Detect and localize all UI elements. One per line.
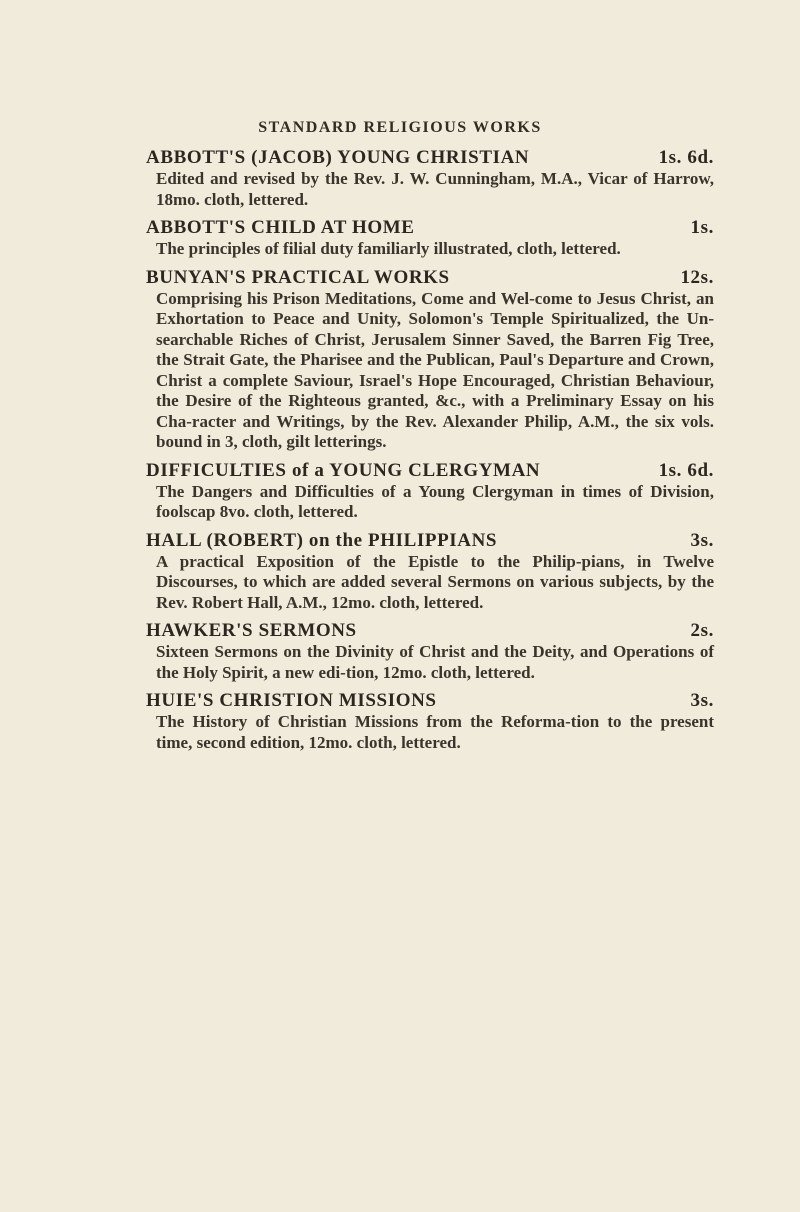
entry-price: 3s.	[690, 690, 714, 711]
entry-heading	[146, 267, 714, 289]
catalogue-entry	[146, 620, 714, 683]
entry-heading	[146, 147, 714, 169]
entry-title: HUIE'S CHRISTION MISSIONS	[146, 690, 437, 711]
entry-heading	[146, 530, 714, 552]
entry-price: 12s.	[680, 266, 714, 288]
catalogue-entry	[146, 530, 714, 614]
entry-heading	[146, 620, 714, 642]
entry-heading	[146, 217, 714, 239]
entry-description: The Dangers and Difficulties of a Young Clergyman in times of Division, foolscap 8vo. cloth, lettered.	[156, 481, 714, 521]
entry-heading	[146, 690, 714, 712]
catalogue-entry	[146, 217, 714, 260]
entry-description: Edited and revised by the Rev. J. W. Cunningham, M.A., Vicar of Harrow, 18mo. cloth, lettered.	[156, 169, 714, 209]
entry-description: A practical Exposition of the Epistle to the Philip-pians, in Twelve Discourses, to which are added several Sermons on various subjects, by the Rev. Robert Hall, A.M., 12mo. cloth, lettered.	[156, 551, 714, 612]
entry-heading	[146, 460, 714, 482]
entry-price: 1s. 6d.	[658, 147, 714, 168]
entry-description: The History of Christian Missions from the Reforma-tion to the present time, second edition, 12mo. cloth, lettered.	[156, 712, 714, 752]
entry-title: HALL (ROBERT) on the PHILIPPIANS	[146, 529, 498, 551]
catalogue-entry	[146, 147, 714, 210]
entry-title: ABBOTT'S CHILD AT HOME	[146, 217, 415, 238]
catalogue-entry	[146, 690, 714, 753]
entry-price: 2s.	[690, 620, 714, 641]
entry-title: ABBOTT'S (JACOB) YOUNG CHRISTIAN	[146, 147, 530, 168]
entry-description: Comprising his Prison Meditations, Come and Wel-come to Jesus Christ, an Exhortation to Peace and Unity, Solomon's Temple Spiritualized, the Un-searchable Riches of Christ, Jerusalem Sinner Saved, the Barren Fig Tree, the Strait Gate, the Pharisee and the Publican, Paul's Departure and Crown, Christ a complete Saviour, Israel's Hope Encouraged, Christian Behaviour, the Desire of the Righteous granted, &c., with a Preliminary Essay on his Cha-racter and Writings, by the Rev. Alexander Philip, A.M., the six vols. bound in 3, cloth, gilt letterings.	[156, 288, 714, 451]
entry-price: 3s.	[690, 529, 714, 551]
entry-title: DIFFICULTIES of a YOUNG CLERGYMAN	[146, 459, 541, 481]
running-head: STANDARD RELIGIOUS WORKS	[258, 119, 542, 136]
catalogue-entry	[146, 267, 714, 453]
entry-title: HAWKER'S SERMONS	[146, 620, 357, 641]
entry-price: 1s.	[690, 217, 714, 238]
catalogue-entry	[146, 460, 714, 523]
entry-description: Sixteen Sermons on the Divinity of Christ and the Deity, and Operations of the Holy Spirit, a new edi-tion, 12mo. cloth, lettered.	[156, 642, 714, 682]
entry-list	[146, 147, 714, 760]
entry-title: BUNYAN'S PRACTICAL WORKS	[146, 266, 450, 288]
entry-price: 1s. 6d.	[658, 459, 714, 481]
entry-description: The principles of filial duty familiarly illustrated, cloth, lettered.	[156, 239, 621, 258]
